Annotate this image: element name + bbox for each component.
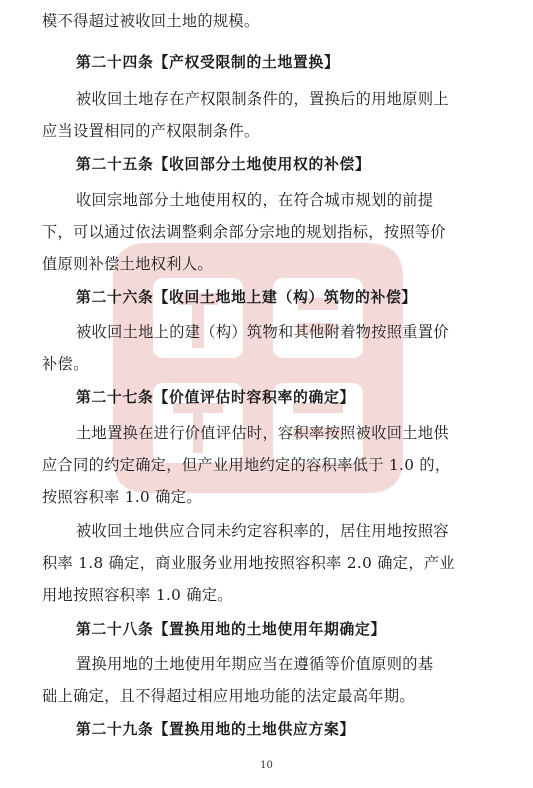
- body-line: 被收回土地供应合同未约定容积率的，居住用地按照容: [76, 522, 449, 540]
- body-line: 土地置换在进行价值评估时，容积率按照被收回土地供: [76, 424, 449, 442]
- article-heading-24: 第二十四条【产权受限制的土地置换】: [76, 54, 340, 71]
- body-line: 被收回土地上的建（构）筑物和其他附着物按照重置价: [76, 323, 449, 341]
- body-line: 积率 1.8 确定，商业服务业用地按照容积率 2.0 确定，产业: [42, 554, 455, 572]
- article-heading-25: 第二十五条【收回部分土地使用权的补偿】: [76, 156, 371, 173]
- body-line: 收回宗地部分土地使用权的，在符合城市规划的前提: [76, 191, 434, 209]
- body-line: 值原则补偿土地权利人。: [42, 255, 213, 273]
- article-heading-28: 第二十八条【置换用地的土地使用年期确定】: [76, 621, 386, 638]
- article-heading-27: 第二十七条【价值评估时容积率的确定】: [76, 389, 355, 406]
- body-line: 被收回土地存在产权限制条件的，置换后的用地原则上: [76, 90, 449, 108]
- body-line: 按照容积率 1.0 确定。: [42, 488, 202, 506]
- body-line: 补偿。: [42, 355, 89, 373]
- body-line: 置换用地的土地使用年期应当在遵循等价值原则的基: [76, 655, 434, 673]
- body-line: 模不得超过被收回土地的规模。: [42, 12, 260, 30]
- page-number: 10: [260, 760, 273, 771]
- body-line: 应合同的约定确定，但产业用地约定的容积率低于 1.0 的，: [42, 456, 451, 474]
- body-line: 下，可以通过依法调整剩余部分宗地的规划指标，按照等价: [42, 223, 446, 241]
- body-line: 用地按照容积率 1.0 确定。: [42, 586, 233, 604]
- body-line: 础上确定，且不得超过相应用地功能的法定最高年期。: [42, 687, 415, 705]
- article-heading-29: 第二十九条【置换用地的土地供应方案】: [76, 721, 355, 738]
- body-line: 应当设置相同的产权限制条件。: [42, 122, 260, 140]
- article-heading-26: 第二十六条【收回土地地上建（构）筑物的补偿】: [76, 289, 417, 306]
